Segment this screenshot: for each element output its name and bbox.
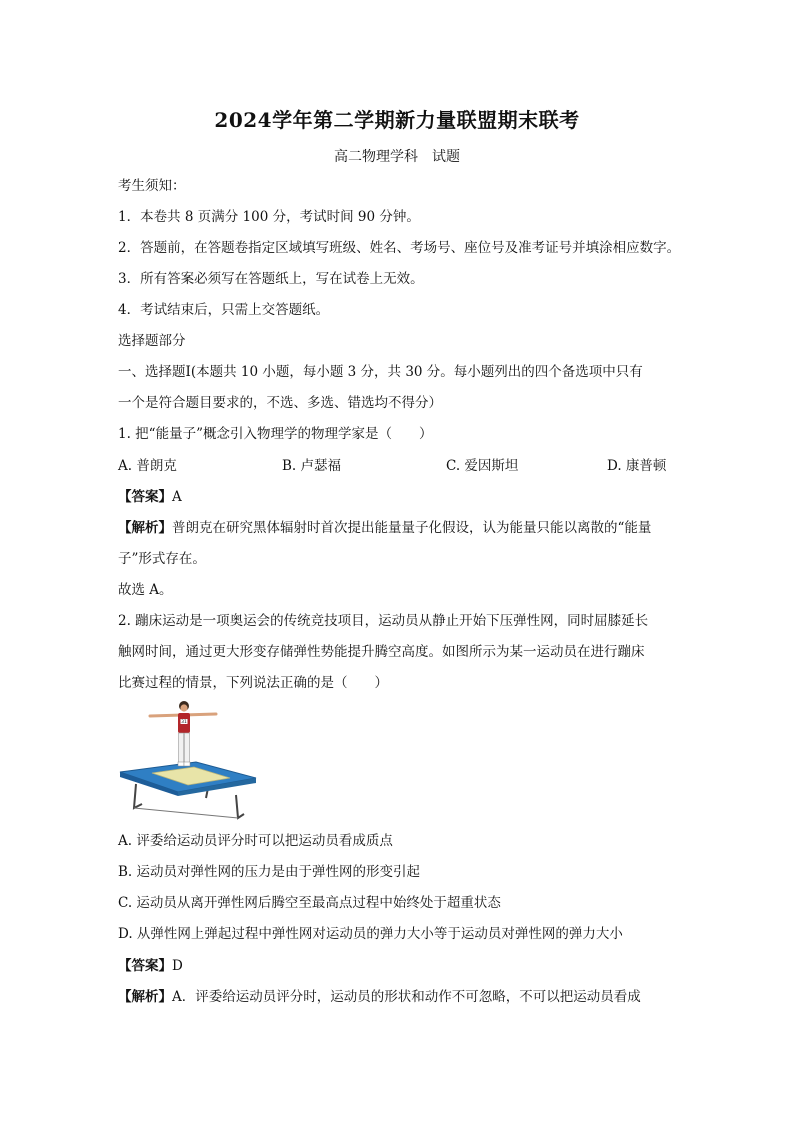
notice-item-4: 4．考试结束后，只需上交答题纸。 bbox=[118, 302, 330, 318]
notice-item-1: 1．本卷共 8 页满分 100 分，考试时间 90 分钟。 bbox=[118, 209, 420, 225]
section-intro-line-1: 一、选择题Ⅰ(本题共 10 小题，每小题 3 分，共 30 分。每小题列出的四个备选项中只有 bbox=[118, 364, 643, 380]
question-2-stem-line-2: 触网时间，通过更大形变存储弹性势能提升腾空高度。如图所示为某一运动员在进行蹦床 bbox=[118, 644, 645, 660]
question-1-option-b: B. 卢瑟福 bbox=[282, 458, 342, 474]
question-2-option-d: D. 从弹性网上弹起过程中弹性网对运动员的弹力大小等于运动员对弹性网的弹力大小 bbox=[118, 926, 623, 942]
notice-item-3: 3．所有答案必须写在答题纸上，写在试卷上无效。 bbox=[118, 271, 424, 287]
notice-heading: 考生须知： bbox=[118, 178, 186, 194]
question-1-answer bbox=[118, 487, 182, 507]
question-2-stem-line-3: 比赛过程的情景，下列说法正确的是（ ） bbox=[118, 675, 388, 691]
trampoline-figure bbox=[118, 700, 258, 825]
question-1-analysis bbox=[118, 518, 651, 538]
analysis-label: 【解析】 bbox=[118, 989, 172, 1005]
question-2-analysis bbox=[118, 987, 641, 1007]
answer-value: D bbox=[172, 958, 183, 974]
question-1-option-d: D. 康普顿 bbox=[607, 458, 667, 474]
question-1-option-c: C. 爱因斯坦 bbox=[446, 458, 519, 474]
answer-label: 【答案】 bbox=[118, 958, 172, 974]
notice-item-2: 2．答题前，在答题卷指定区域填写班级、姓名、考场号、座位号及准考证号并填涂相应数字。 bbox=[118, 240, 681, 256]
question-1-conclusion: 故选 A。 bbox=[118, 582, 173, 598]
question-1-analysis-line-2: 子”形式存在。 bbox=[118, 551, 206, 567]
athlete-figure bbox=[150, 701, 216, 766]
question-1-stem: 1. 把“能量子”概念引入物理学的物理学家是（ ） bbox=[118, 426, 433, 442]
question-2-stem-line-1: 2. 蹦床运动是一项奥运会的传统竞技项目，运动员从静止开始下压弹性网，同时屈膝延长 bbox=[118, 613, 649, 629]
question-2-option-b: B. 运动员对弹性网的压力是由于弹性网的形变引起 bbox=[118, 864, 421, 880]
question-1-option-a: A. 普朗克 bbox=[118, 458, 177, 474]
answer-value: A bbox=[172, 489, 182, 505]
page-title: 2024学年第二学期新力量联盟期末联考 bbox=[214, 108, 580, 132]
analysis-text: 普朗克在研究黑体辐射时首次提出能量量子化假设，认为能量只能以离散的“能量 bbox=[172, 520, 652, 536]
section-part-label: 选择题部分 bbox=[118, 333, 186, 349]
athlete-bib-number: 31 bbox=[181, 720, 187, 725]
page-subtitle: 高二物理学科 试题 bbox=[334, 149, 460, 165]
analysis-text: A．评委给运动员评分时，运动员的形状和动作不可忽略，不可以把运动员看成 bbox=[172, 989, 641, 1005]
question-2-answer bbox=[118, 956, 183, 976]
question-2-option-c: C. 运动员从离开弹性网后腾空至最高点过程中始终处于超重状态 bbox=[118, 895, 501, 911]
question-2-option-a: A. 评委给运动员评分时可以把运动员看成质点 bbox=[118, 833, 393, 849]
section-intro-line-2: 一个是符合题目要求的，不选、多选、错选均不得分） bbox=[118, 395, 442, 411]
analysis-label: 【解析】 bbox=[118, 520, 172, 536]
answer-label: 【答案】 bbox=[118, 489, 172, 505]
